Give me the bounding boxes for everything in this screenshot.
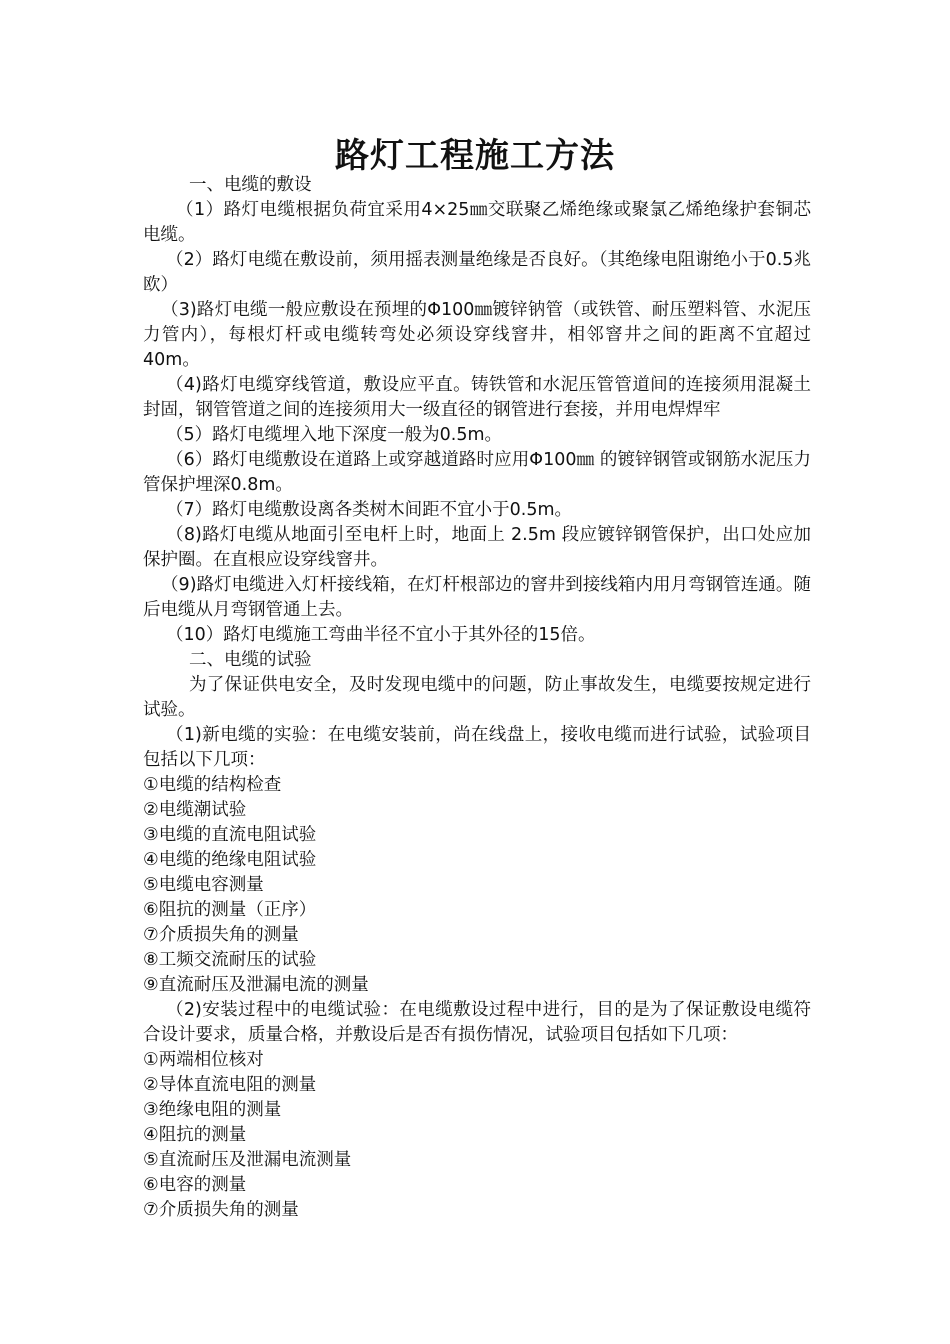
- paragraph: （10）路灯电缆施工弯曲半径不宜小于其外径的15倍。: [166, 625, 596, 645]
- list-item: ①电缆的结构检查: [143, 775, 282, 795]
- list-item: ⑤电缆电容测量: [143, 875, 264, 895]
- list-item: ④电缆的绝缘电阻试验: [143, 850, 317, 870]
- list-item: ②导体直流电阻的测量: [143, 1075, 317, 1095]
- paragraph: （4)路灯电缆穿线管道，敷设应平直。铸铁管和水泥压管管道间的连接须用混凝土封固，钢管管道之间的连接须用大一级直径的钢管进行套接，并用电焊焊牢: [143, 375, 811, 420]
- list-item: ③电缆的直流电阻试验: [143, 825, 317, 845]
- document-body: [143, 173, 811, 1223]
- paragraph: （6）路灯电缆敷设在道路上或穿越道路时应用Φ100㎜ 的镀锌钢管或钢筋水泥压力管保护埋深0.8m。: [143, 450, 811, 495]
- list-item: ⑧工频交流耐压的试验: [143, 950, 317, 970]
- list-item: ④阻抗的测量: [143, 1125, 247, 1145]
- paragraph: （1）路灯电缆根据负荷宜采用4×25㎜交联聚乙烯绝缘或聚氯乙烯绝缘护套铜芯电缆。: [143, 200, 811, 245]
- paragraph: （2)安装过程中的电缆试验：在电缆敷设过程中进行，目的是为了保证敷设电缆符合设计要求，质量合格，并敷设后是否有损伤情况，试验项目包括如下几项：: [143, 1000, 811, 1045]
- paragraph: （9)路灯电缆进入灯杆接线箱，在灯杆根部边的窨井到接线箱内用月弯钢管连通。随后电缆从月弯钢管通上去。: [143, 575, 811, 620]
- list-item: ③绝缘电阻的测量: [143, 1100, 282, 1120]
- page-title: 路灯工程施工方法: [335, 136, 615, 176]
- list-item: ⑥阻抗的测量（正序）: [143, 900, 317, 920]
- paragraph: （1)新电缆的实验：在电缆安装前，尚在线盘上，接收电缆而进行试验，试验项目包括以下几项：: [143, 725, 811, 770]
- paragraph: （3)路灯电缆一般应敷设在预埋的Φ100㎜镀锌钠管（或铁管、耐压塑料管、水泥压力管内），每根灯杆或电缆转弯处必须设穿线窨井，相邻窨井之间的距离不宜超过40m。: [143, 300, 811, 370]
- list-item: ⑥电容的测量: [143, 1175, 247, 1195]
- section-heading: 一、电缆的敷设: [189, 175, 312, 195]
- paragraph: （5）路灯电缆埋入地下深度一般为0.5m。: [166, 425, 503, 445]
- list-item: ②电缆潮试验: [143, 800, 247, 820]
- list-item: ⑨直流耐压及泄漏电流的测量: [143, 975, 369, 995]
- list-item: ⑤直流耐压及泄漏电流测量: [143, 1150, 352, 1170]
- list-item: ①两端相位核对: [143, 1050, 264, 1070]
- paragraph: （2）路灯电缆在敷设前，须用摇表测量绝缘是否良好。（其绝缘电阻谢绝小于0.5兆欧）: [143, 250, 811, 295]
- paragraph: （8)路灯电缆从地面引至电杆上时，地面上 2.5m 段应镀锌钢管保护，出口处应加保护圈。在直根应设穿线窨井。: [143, 525, 811, 570]
- section-heading: 二、电缆的试验: [189, 650, 312, 670]
- paragraph: （7）路灯电缆敷设离各类树木间距不宜小于0.5m。: [166, 500, 573, 520]
- paragraph: 为了保证供电安全，及时发现电缆中的问题，防止事故发生，电缆要按规定进行试验。: [143, 675, 811, 720]
- list-item: ⑦介质损失角的测量: [143, 1200, 299, 1220]
- list-item: ⑦介质损失角的测量: [143, 925, 299, 945]
